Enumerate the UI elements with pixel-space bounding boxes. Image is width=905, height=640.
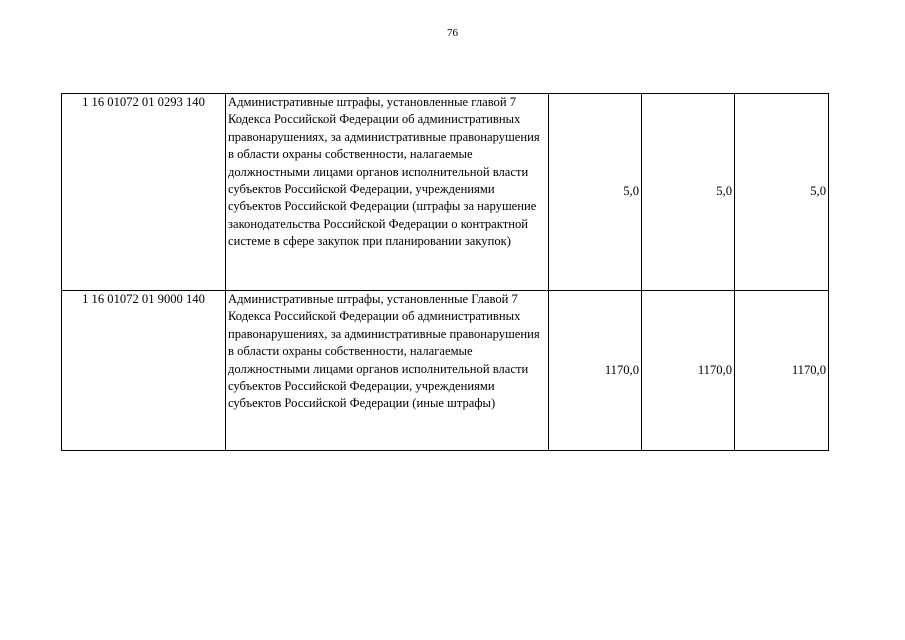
value-year-3-cell: 5,0 [735, 94, 829, 291]
value-year-2-cell: 1170,0 [642, 291, 735, 451]
value-year-3-cell: 1170,0 [735, 291, 829, 451]
budget-code-cell: 1 16 01072 01 0293 140 [62, 94, 226, 291]
budget-table [61, 93, 829, 451]
budget-code-cell: 1 16 01072 01 9000 140 [62, 291, 226, 451]
description-cell: Административные штрафы, установленные главой 7 Кодекса Российской Федерации об административных правонарушениях, за административные правонарушения в области охраны собственности, налагаемые должностными лицами органов исполнительной власти субъектов Российской Федерации, учреждениями субъектов Российской Федерации (штрафы за нарушение законодательства Российской Федерации о контрактной системе в сфере закупок при планировании закупок) [226, 94, 549, 291]
value-year-1-cell: 5,0 [549, 94, 642, 291]
description-cell: Административные штрафы, установленные Главой 7 Кодекса Российской Федерации об административных правонарушениях, за административные правонарушения в области охраны собственности, налагаемые должностными лицами органов исполнительной власти субъектов Российской Федерации, учреждениями субъектов Российской Федерации (иные штрафы) [226, 291, 549, 451]
value-year-2-cell: 5,0 [642, 94, 735, 291]
table-row [62, 291, 829, 451]
page-number: 76 [447, 27, 458, 39]
value-year-1-cell: 1170,0 [549, 291, 642, 451]
table-row [62, 94, 829, 291]
